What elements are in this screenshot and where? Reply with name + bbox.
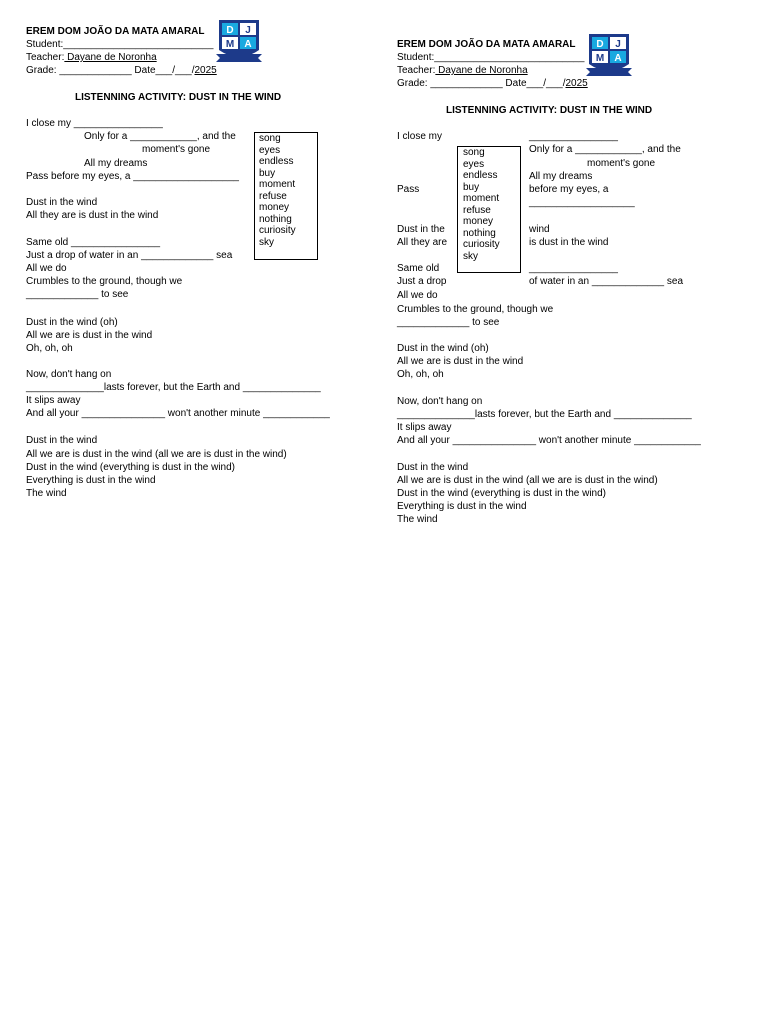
lyric-line: Dust in the wind (397, 462, 469, 473)
lyric-line: wind (529, 224, 550, 235)
lyric-line: _____________ to see (26, 289, 129, 300)
lyric-line: Crumbles to the ground, though we (26, 276, 183, 287)
lyric-line: Now, don't hang on (397, 396, 483, 407)
word-bank-item: refuse (259, 190, 287, 202)
lyric-line: And all your _______________ won't another minute ____________ (26, 408, 330, 419)
lyric-line: ________________ (529, 263, 618, 274)
svg-text:J: J (245, 25, 251, 36)
lyric-line: All we are is dust in the wind (all we are is dust in the wind) (26, 449, 287, 460)
lyric-line: I close my (397, 131, 443, 142)
lyric-line: moment's gone (142, 144, 211, 155)
lyric-line: moment's gone (587, 158, 656, 169)
lyric-line: Just a drop of water in an _____________ sea (26, 250, 233, 261)
activity-title: LISTENNING ACTIVITY: DUST IN THE WIND (75, 92, 282, 103)
teacher-name: Dayane de Noronha (64, 52, 157, 63)
lyric-line: It slips away (397, 422, 452, 433)
lyric-line: Only for a ____________, and the (84, 131, 236, 142)
year: 2025 (565, 78, 588, 89)
lyric-line: All we do (397, 290, 438, 301)
lyric-line: The wind (26, 488, 67, 499)
word-bank (457, 146, 521, 273)
lyric-line: Dust in the wind (26, 197, 98, 208)
word-bank-item: curiosity (259, 225, 296, 236)
grade-date-line (26, 65, 217, 77)
word-bank-item: song (259, 133, 281, 144)
teacher-line (397, 65, 528, 77)
word-bank-item: endless (259, 156, 294, 167)
lyric-line: All we are is dust in the wind (397, 356, 524, 367)
lyric-line: Dust in the wind (everything is dust in the wind) (26, 462, 235, 473)
lyric-line: All we are is dust in the wind (26, 330, 153, 341)
lyric-line: All we are is dust in the wind (all we are is dust in the wind) (397, 475, 658, 486)
teacher-name: Dayane de Noronha (435, 65, 528, 76)
word-bank (254, 132, 318, 260)
lyric-line: Pass before my eyes, a ___________________ (26, 171, 239, 182)
lyric-line: The wind (397, 514, 438, 525)
lyric-line: ______________lasts forever, but the Earth and ______________ (26, 382, 321, 393)
grade-date-line (397, 78, 588, 90)
svg-text:A: A (614, 53, 622, 64)
lyric-line: Crumbles to the ground, though we (397, 304, 554, 315)
word-bank-item: nothing (259, 213, 292, 225)
lyric-line: Everything is dust in the wind (397, 501, 527, 512)
lyric-line: Dust in the wind (oh) (26, 317, 118, 328)
lyric-line: Everything is dust in the wind (26, 475, 156, 486)
lyric-line: ________________ (529, 131, 618, 142)
word-bank-item: sky (259, 236, 274, 248)
lyric-line: Oh, oh, oh (26, 343, 73, 354)
svg-text:D: D (596, 39, 604, 50)
word-bank-item: eyes (463, 158, 485, 170)
lyric-line: Same old (397, 263, 440, 274)
lyric-line: Dust in the wind (everything is dust in the wind) (397, 488, 606, 499)
word-bank-item: money (259, 202, 290, 213)
lyric-line: ______________lasts forever, but the Earth and ______________ (397, 409, 692, 420)
lyric-line: _____________ to see (397, 317, 500, 328)
student-field: Student:___________________________ (26, 39, 214, 50)
grade-date-field: Grade: _____________ Date___/___/ (397, 78, 566, 89)
word-bank-item: endless (463, 170, 498, 181)
word-bank-item: curiosity (463, 239, 500, 250)
lyric-line: Oh, oh, oh (397, 369, 444, 380)
lyric-line: I close my ________________ (26, 118, 163, 129)
lyric-line: And all your _______________ won't another minute ____________ (397, 435, 701, 446)
lyric-line: ___________________ (529, 197, 635, 208)
svg-text:J: J (615, 39, 621, 50)
svg-text:M: M (225, 39, 235, 50)
lyric-line: is dust in the wind (529, 237, 609, 248)
word-bank-item: money (463, 216, 494, 227)
lyric-line: All we do (26, 263, 67, 274)
svg-text:M: M (595, 53, 605, 64)
school-name: EREM DOM JOÃO DA MATA AMARAL (26, 26, 205, 37)
svg-text:D: D (226, 25, 234, 36)
word-bank-item: refuse (463, 204, 491, 216)
lyric-line: Only for a ____________, and the (529, 144, 681, 155)
student-field: Student:___________________________ (397, 52, 585, 63)
lyric-line: All they are is dust in the wind (26, 210, 159, 221)
lyric-line: It slips away (26, 395, 81, 406)
lyric-line: All they are (397, 237, 448, 248)
lyric-line: Dust in the wind (oh) (397, 343, 489, 354)
word-bank-item: buy (463, 181, 480, 193)
svg-text:A: A (244, 39, 252, 50)
lyric-line: Same old ________________ (26, 237, 161, 248)
lyric-line: of water in an _____________ sea (529, 276, 684, 287)
lyric-line: All my dreams (529, 171, 593, 182)
school-name: EREM DOM JOÃO DA MATA AMARAL (397, 39, 576, 50)
word-bank-item: eyes (259, 144, 281, 156)
lyric-line: Dust in the wind (26, 435, 98, 446)
year: 2025 (194, 65, 217, 76)
activity-title: LISTENNING ACTIVITY: DUST IN THE WIND (446, 105, 653, 116)
lyric-line: Now, don't hang on (26, 369, 112, 380)
word-bank-item: song (463, 147, 485, 158)
word-bank-item: moment (463, 193, 500, 204)
lyric-line: Just a drop (397, 276, 447, 287)
lyric-line: All my dreams (84, 158, 148, 169)
word-bank-item: nothing (463, 227, 496, 239)
teacher-label: Teacher: (397, 65, 436, 76)
teacher-label: Teacher: (26, 52, 65, 63)
word-bank-item: buy (259, 167, 276, 179)
grade-date-field: Grade: _____________ Date___/___/ (26, 65, 195, 76)
lyric-line: before my eyes, a (529, 184, 609, 195)
teacher-line (26, 52, 157, 64)
lyric-line: Pass (397, 184, 420, 195)
word-bank-item: sky (463, 250, 478, 262)
word-bank-item: moment (259, 179, 296, 190)
school-logo (216, 18, 262, 66)
lyric-line: Dust in the (397, 224, 445, 235)
school-logo (586, 32, 632, 80)
